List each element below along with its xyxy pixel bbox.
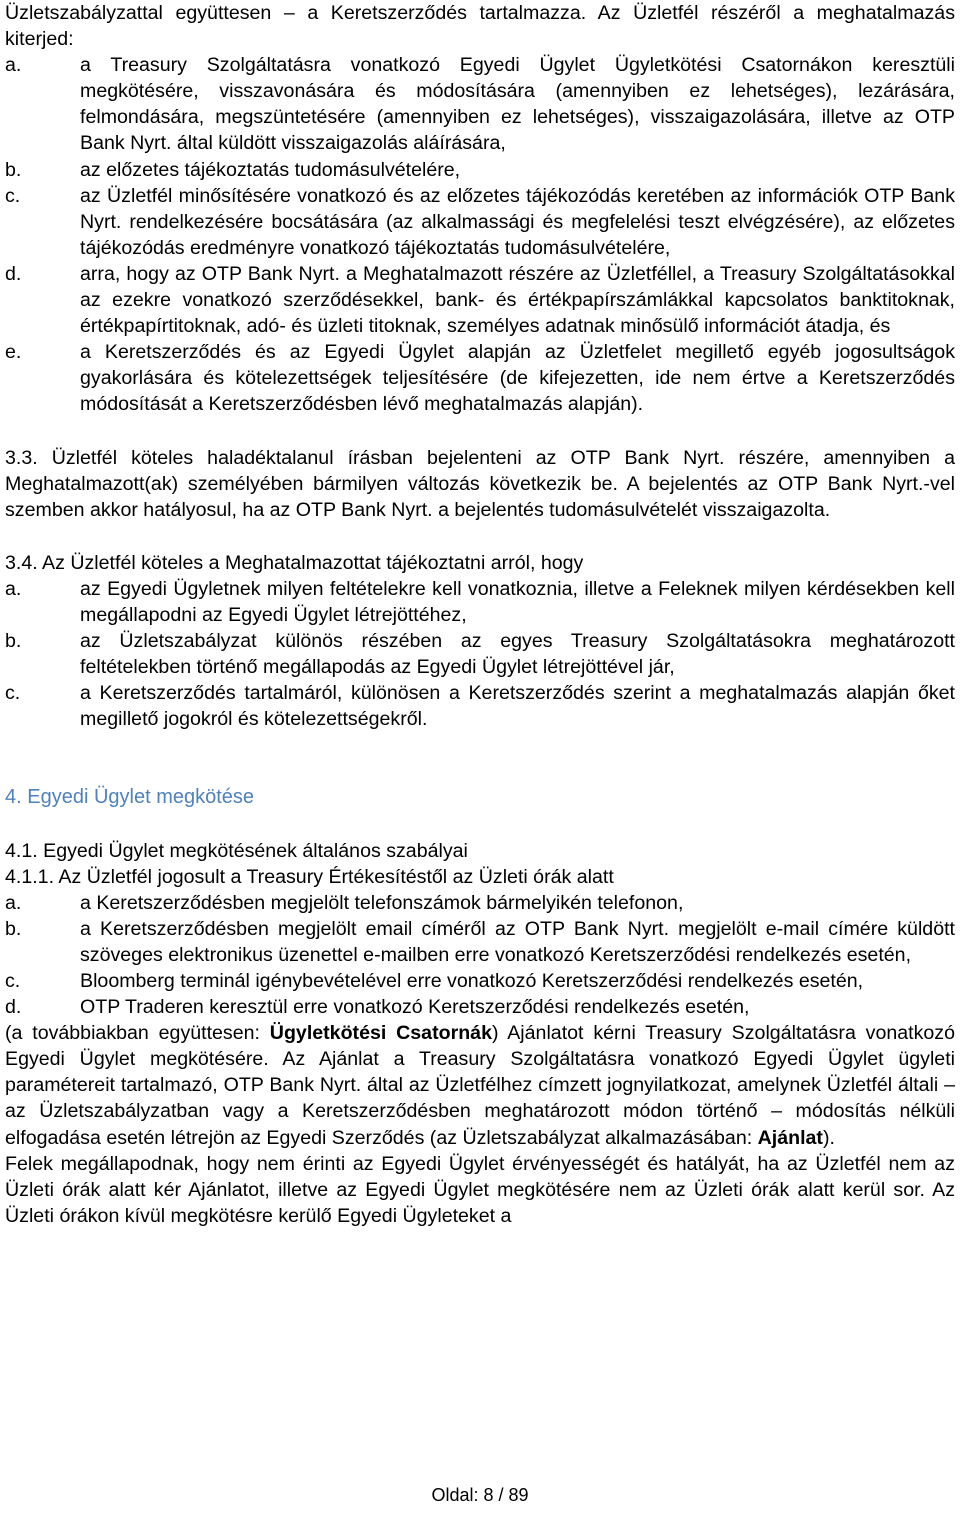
list-item-text: arra, hogy az OTP Bank Nyrt. a Meghatalmazott részére az Üzletféllel, a Treasury Szolgáltatásokkal az ezekre vonatkozó szerződésekkel, bank- és értékpapírszámlákkal kapcsolatos banktitoknak, értékpapírtitoknak, adó- és üzleti titoknak, személyes adatnak minősülő információt átadja, és xyxy=(80,262,955,338)
section-3-4-lead: 3.4. Az Üzletfél köteles a Meghatalmazottat tájékoztatni arról, hogy xyxy=(5,551,584,574)
spacer xyxy=(5,418,955,445)
list-item-text: az előzetes tájékoztatás tudomásulvételére, xyxy=(80,158,461,181)
list-marker: b. xyxy=(5,158,22,181)
list-item-text: Bloomberg terminál igénybevételével erre vonatkozó Keretszerződési rendelkezés esetén, xyxy=(80,970,864,992)
list-item-text: OTP Traderen keresztül erre vonatkozó Keretszerződési rendelkezés esetén, xyxy=(80,996,750,1019)
section-4-paragraph-1 xyxy=(5,1020,955,1150)
list-item-text: a Keretszerződés és az Egyedi Ügylet alapján az Üzletfelet megillető egyéb jogosultságok gyakorlására és kötelezettségek teljesítésére (de kifejezetten, ide nem értve a Keretszerződés módosítását a Keretszerződésben lévő meghatalmazás alapján). xyxy=(80,341,955,416)
list-marker: d. xyxy=(5,262,22,285)
list-item-text: a Keretszerződés tartalmáról, különösen a Keretszerződés szerint a meghatalmazás alapján őket megillető jogokról és kötelezettségekről. xyxy=(80,682,955,731)
list-item xyxy=(5,339,955,417)
list-marker: b. xyxy=(5,917,22,940)
list-item-text: az Üzletfél minősítésére vonatkozó és az előzetes tájékozódás keretében az információk OTP Bank Nyrt. rendelkezésére bocsátására (az alkalmassági és megfelelési teszt elvégzésére), az előzetes tájékozódás eredményre vonatkozó tájékoztatás tudomásulvételére, xyxy=(80,184,955,259)
list-item xyxy=(5,916,955,968)
list-item xyxy=(5,183,955,261)
para-text: (a továbbiakban együttesen: xyxy=(5,1022,270,1045)
section-3-3-paragraph: 3.3. Üzletfél köteles haladéktalanul írásban bejelenteni az OTP Bank Nyrt. részére, amennyiben a Meghatalmazott(ak) személyében bármilyen változás következik be. A bejelentés az OTP Bank Nyrt.-vel szemben akkor hatályosul, ha az OTP Bank Nyrt. a bejelentés tudomásulvételét visszaigazolta. xyxy=(5,446,955,521)
subsection-4-1-title: 4.1. Egyedi Ügylet megkötésének általános szabályai xyxy=(5,839,468,862)
defined-term: Ügyletkötési Csatornák xyxy=(269,1022,492,1045)
list-marker: c. xyxy=(5,184,21,207)
list-item xyxy=(5,52,955,156)
list-item xyxy=(5,157,955,183)
section-heading: 4. Egyedi Ügylet megkötése xyxy=(5,786,255,809)
list-item-text: a Keretszerződésben megjelölt email címéről az OTP Bank Nyrt. megjelölt e-mail címére küldött szöveges elektronikus üzenettel e-mailben erre vonatkozó Keretszerződési rendelkezés esetén, xyxy=(80,917,955,966)
section-4-paragraph-2: Felek megállapodnak, hogy nem érinti az Egyedi Ügylet érvényességét és hatályát, ha az Üzletfél nem az Üzleti órák alatt kér Ajánlatot, illetve az Egyedi Ügylet megkötésére nem az Üzleti órák alatt kerül sor. Az Üzleti órákon kívül megkötésre kerülő Egyedi Ügyleteket a xyxy=(5,1152,955,1227)
list-item xyxy=(5,890,955,916)
list-item xyxy=(5,576,955,628)
para-text: ). xyxy=(822,1126,835,1149)
spacer xyxy=(5,811,955,838)
list-item-text: a Treasury Szolgáltatásra vonatkozó Egyedi Ügylet Ügyletkötési Csatornákon keresztüli megkötésére, visszavonására és módosítására (amennyiben ez lehetséges), lezárására, felmondására, megszüntetésére (amennyiben ez lehetséges), visszaigazolására, illetve az OTP Bank Nyrt. által küldött visszaigazolás aláírására, xyxy=(80,54,955,155)
spacer xyxy=(5,732,955,784)
list-item-text: az Egyedi Ügyletnek milyen feltételekre kell vonatkoznia, illetve a Feleknek milyen kérdésekben kell megállapodni az Egyedi Ügylet létrejöttéhez, xyxy=(80,577,955,626)
spacer xyxy=(5,523,955,550)
page-number: Oldal: 8 / 89 xyxy=(431,1485,529,1505)
list-marker: d. xyxy=(5,996,22,1019)
list-marker: a. xyxy=(5,577,22,600)
list-marker: e. xyxy=(5,341,22,364)
list-marker: c. xyxy=(5,682,21,705)
list-item xyxy=(5,994,955,1020)
list-item xyxy=(5,680,955,732)
list-item-text: az Üzletszabályzat különös részében az egyes Treasury Szolgáltatásokra meghatározott feltételekben történő megállapodás az Egyedi Ügylet létrejöttével jár, xyxy=(80,630,955,679)
list-item xyxy=(5,968,955,994)
list-item-text: a Keretszerződésben megjelölt telefonszámok bármelyikén telefonon, xyxy=(80,891,684,914)
list-marker: a. xyxy=(5,891,22,914)
list-marker: b. xyxy=(5,630,22,653)
list-item xyxy=(5,628,955,680)
list-marker: a. xyxy=(5,54,22,77)
list-marker: c. xyxy=(5,970,21,992)
defined-term: Ajánlat xyxy=(757,1126,823,1149)
intro-paragraph: Üzletszabályzattal együttesen – a Keretszerződés tartalmazza. Az Üzletfél részéről a meghatalmazás kiterjed: xyxy=(5,2,955,51)
subsection-4-1-1-title: 4.1.1. Az Üzletfél jogosult a Treasury Értékesítéstől az Üzleti órák alatt xyxy=(5,865,614,888)
document-page xyxy=(5,0,955,1229)
list-item xyxy=(5,261,955,339)
para-text: ) Ajánlatot kérni Treasury Szolgáltatásra vonatkozó Egyedi Ügylet megkötésére. Az Ajánlat a Treasury Szolgáltatásra vonatkozó Egyedi Ügylet ügyleti paramétereit tartalmazó, OTP Bank Nyrt. által az Üzletfélhez címzett jognyilatkozat, amelynek Üzletfél általi – az Üzletszabályzatban vagy a Keretszerződésben meghatározott módon történő – módosítás nélküli elfogadása esetén létrejön az Egyedi Szerződés (az Üzletszabályzat alkalmazásában: xyxy=(5,1022,955,1149)
